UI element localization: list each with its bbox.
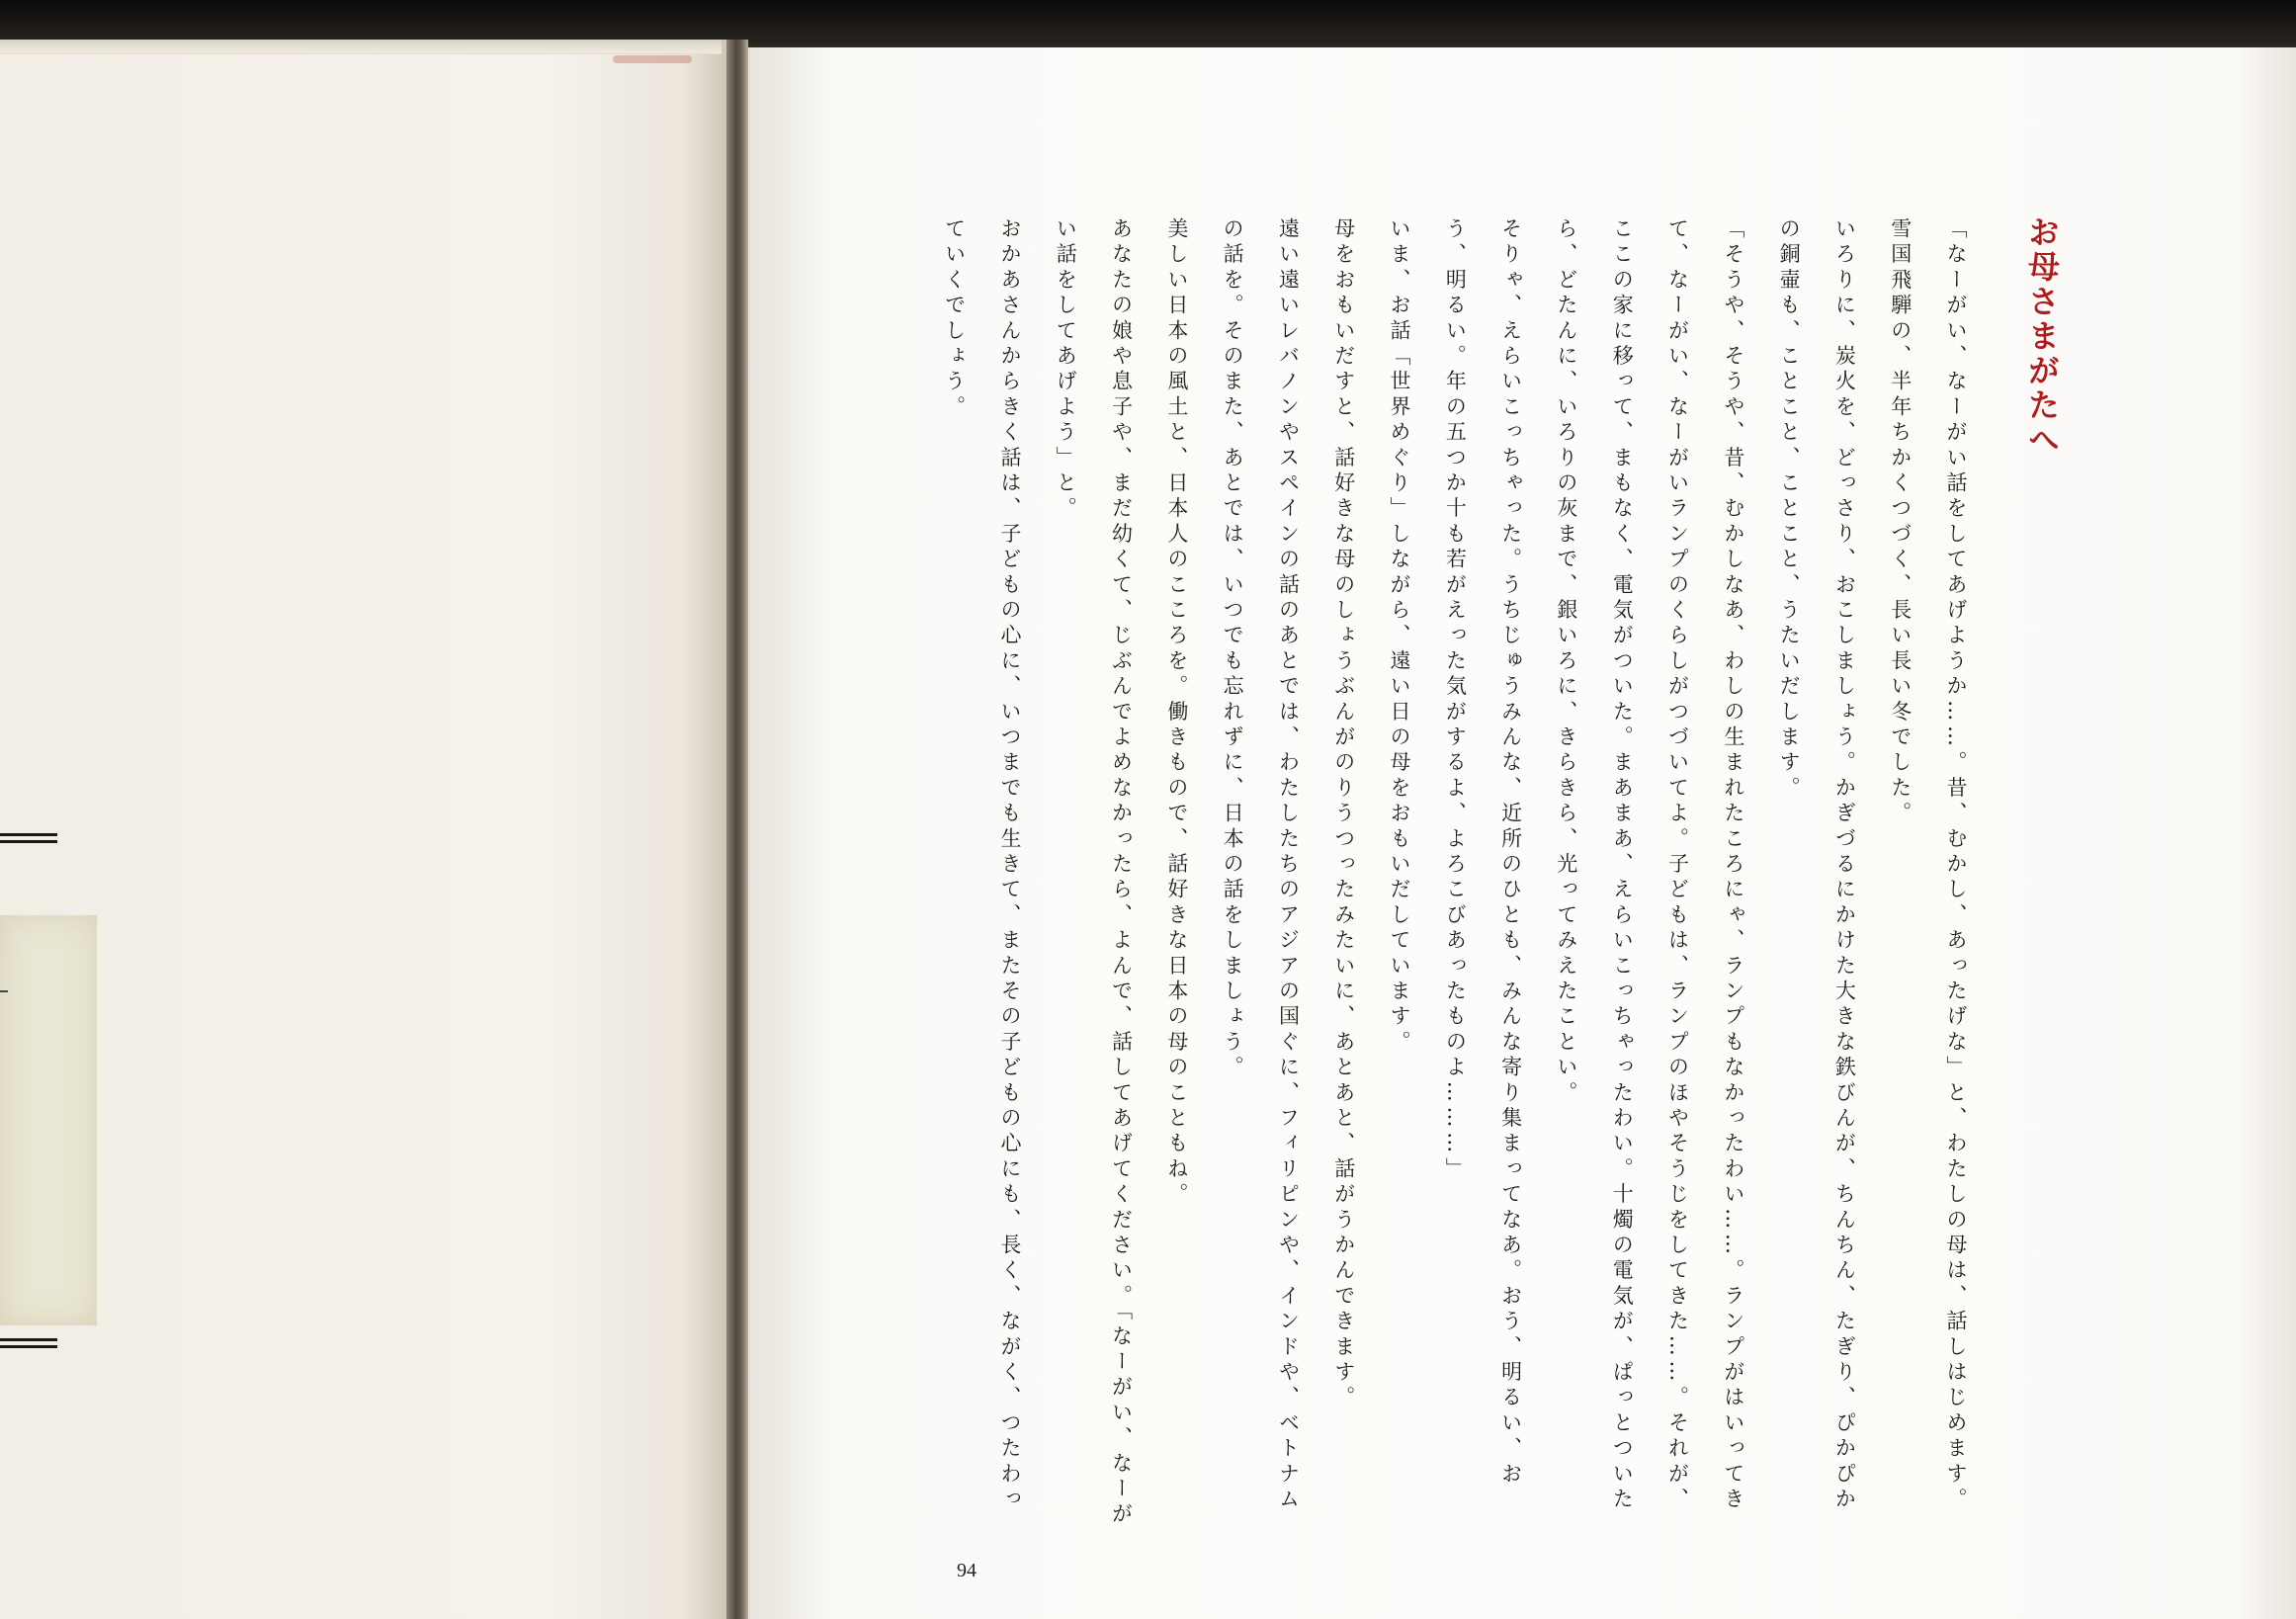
paragraph: いま、お話「世界めぐり」しながら、遠い日の母をおもいだしています。	[1388, 217, 1412, 1057]
paragraph: あなたの娘や息子や、まだ幼くて、じぶんでよめなかったら、よんで、話してあげてください。「なーがい、なーがい話をしてあげよう」と。	[1054, 217, 1134, 1528]
paragraph: 「そうや、そうや、昔、むかしなあ、わしの生まれたころにゃ、ランプもなかったわい……。ランプがはいってきて、なーがい、なーがいランプのくらしがつづいてよ。子どもは、ランプのほやそうじをしてきた……。それが、ここの家に移って、まもなく、電気がついた。まあまあ、えらいこっちゃったわい。十燭の電気が、ぱっとついたら、どたんに、いろりの灰まで、銀いろに、きらきら、光ってみえたことい。	[1554, 217, 1745, 1513]
paragraph: いろりに、炭火を、どっさり、おこしましょう。かぎづるにかけた大きな鉄びんが、ちんちん、たぎり、ぴかぴかの銅壷も、ことこと、ことこと、うたいだします。	[1777, 217, 1857, 1513]
double-rule-upper	[0, 833, 57, 843]
paragraph: 遠い遠いレバノンやスペインの話のあとでは、わたしたちのアジアの国ぐに、フィリピンや、インドや、ベトナムの話を。そのまた、あとでは、いつでも忘れずに、日本の話をしましょう。	[1221, 217, 1301, 1513]
paragraph: 「なーがい、なーがい話をしてあげようか……。昔、むかし、あったげな」と、わたしの母は、話しはじめます。	[1944, 217, 1968, 1513]
double-rule-lower	[0, 1338, 57, 1348]
book-gutter	[726, 40, 748, 1619]
paragraph: 美しい日本の風土と、日本人のこころを。働きもので、話好きな日本の母のこともね。	[1164, 217, 1189, 1209]
color-swatch	[0, 915, 97, 1325]
body-text	[926, 217, 1984, 1532]
left-page	[0, 40, 726, 1619]
paragraph: 雪国飛騨の、半年ちかくつづく、長い長い冬でした。	[1888, 217, 1913, 827]
swatch-tick	[0, 990, 8, 992]
paragraph: そりゃ、えらいこっちゃった。うちじゅうみんな、近所のひとも、みんな寄り集まってなあ。おう、明るい、おう、明るい。年の五つか十も若がえった気がするよ、よろこびあったものよ………」	[1443, 217, 1523, 1488]
cover-edge	[0, 40, 722, 54]
paragraph: おかあさんからきく話は、子どもの心に、いつまでも生きて、またその子どもの心にも、長く、ながく、つたわっていくでしょう。	[942, 217, 1022, 1513]
paragraph: 母をおもいだすと、話好きな母のしょうぶんがのりうつったみたいに、あとあと、話がうかんできます。	[1331, 217, 1356, 1411]
stain-mark	[613, 55, 692, 63]
page-heading: お母さまがたへ	[2023, 215, 2061, 458]
page-number: 94	[957, 1560, 977, 1581]
